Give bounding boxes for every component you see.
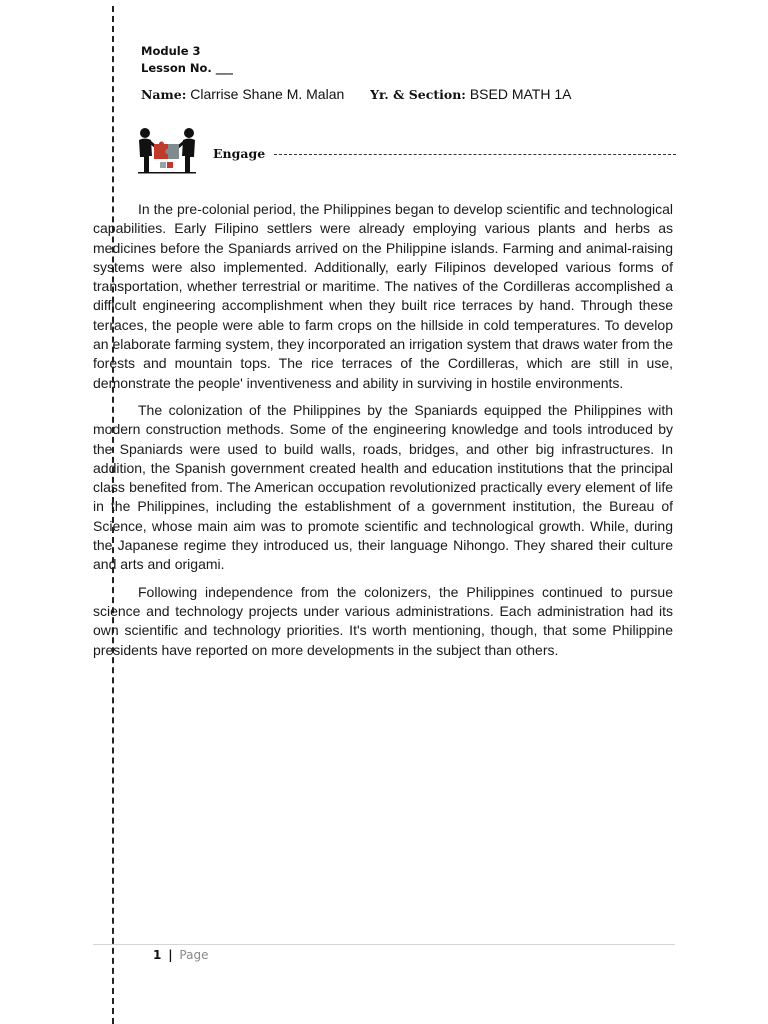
module-label: Module 3: [141, 44, 201, 58]
footer-separator: |: [168, 948, 173, 962]
student-info-line: [141, 86, 571, 102]
paragraph-pre-colonial: In the pre-colonial period, the Philippines began to develop scientific and technological capabilities. Early Filipino settlers were already employing various plants and herbs as medicines before the Spaniards arrived on the Philippine islands. Farming and animal-raising systems were also implemented. Additionally, early Filipinos developed various forms of transportation, whether terrestrial or maritime. The natives of the Cordilleras accomplished a difficult engineering accomplishment when they built rice terraces by hand. Through these terraces, the people were able to farm crops on the hillside in cold temperatures. To develop an elaborate farming system, they incorporated an irrigation system that draws water from the forests and mountain tops. The rice terraces of the Cordilleras, which are still in use, demonstrate the people' inventiveness and ability in surviving in hostile environments.: [93, 201, 673, 391]
lesson-number: Lesson No. ___: [141, 61, 234, 75]
engage-label: Engage: [213, 146, 266, 161]
section-label: Yr. & Section:: [370, 87, 466, 102]
paragraph-independence: Following independence from the colonizers, the Philippines continued to pursue science and technology projects under various administrations. Each administration had its own scientific and technology priorities. It's worth mentioning, though, that some Philippine presidents have reported on more developments in the subject than others.: [93, 583, 673, 658]
people-puzzle-icon: [136, 126, 198, 174]
page-footer: [153, 948, 208, 962]
lesson-body: [93, 200, 673, 668]
engage-dashed-rule: [274, 154, 676, 155]
section-value: BSED MATH 1A: [469, 86, 572, 102]
paragraph-colonization: The colonization of the Philippines by the Spaniards equipped the Philippines with modern construction methods. Some of the engineering knowledge and tools introduced by the Spaniards were used to build walls, roads, bridges, and other big infrastructures. In addition, the Spanish government created health and education institutions that the principal class benefited from. The American occupation revolutionized practically every element of life in the Philippines, including the establishment of a government institution, the Bureau of Science, whose main aim was to promote scientific and technological growth. While, during the Japanese regime they introduced us, their language Nihongo. They shared their culture and arts and origami.: [93, 401, 673, 573]
name-label: Name:: [141, 87, 187, 102]
footer-divider: [93, 944, 675, 945]
engage-section-header: [136, 126, 676, 178]
student-name: Clarrise Shane M. Malan: [190, 86, 345, 102]
page-label: Page: [179, 948, 209, 962]
module-header: [141, 43, 233, 77]
page-number: 1: [153, 948, 162, 962]
